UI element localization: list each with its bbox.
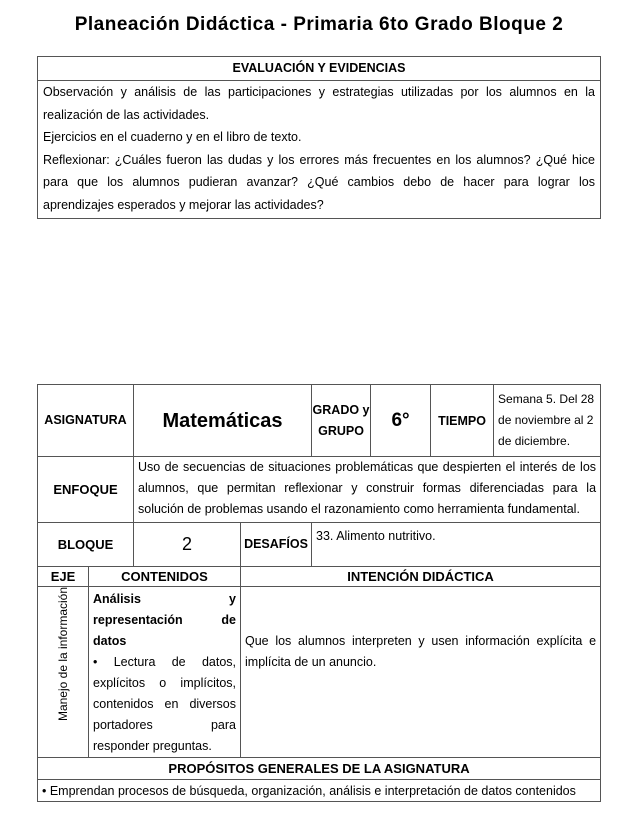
evaluation-paragraph: Reflexionar: ¿Cuáles fueron las dudas y los errores más frecuentes en los alumnos? ¿Qué hice para que los alumnos pudieran avanzar? ¿Qué cambios debo de hacer para lograr los aprendizajes esperados y mejorar las actividades? — [43, 152, 595, 212]
enfoque-label: ENFOQUE — [38, 457, 134, 523]
bloque-value: 2 — [134, 523, 241, 567]
propositos-header: PROPÓSITOS GENERALES DE LA ASIGNATURA — [38, 758, 601, 780]
bloque-label: BLOQUE — [38, 523, 134, 567]
contenido-text: • Lectura de datos, explícitos o implícitos, contenidos en diversos portadores para responder preguntas. — [93, 655, 236, 753]
eje-header: EJE — [38, 567, 89, 587]
evaluation-heading: EVALUACIÓN Y EVIDENCIAS — [38, 57, 601, 81]
propositos-text: • Emprendan procesos de búsqueda, organización, análisis e interpretación de datos contenidos — [38, 780, 601, 802]
planning-table — [37, 384, 601, 802]
tiempo-label: TIEMPO — [431, 385, 494, 456]
desafios-value: 33. Alimento nutritivo. — [312, 523, 601, 567]
contenidos-header: CONTENIDOS — [89, 567, 241, 587]
eje-cell — [38, 587, 89, 758]
page-title: Planeación Didáctica - Primaria 6to Grado Bloque 2 — [74, 14, 564, 35]
contenido-cell — [89, 587, 241, 758]
asignatura-value: Matemáticas — [134, 385, 312, 457]
evaluation-paragraph: Observación y análisis de las participaciones y estrategias utilizadas por los alumnos en la realización de las actividades. — [43, 85, 595, 122]
tiempo-cell — [431, 385, 601, 457]
grado-value: 6° — [371, 385, 431, 457]
evaluation-body — [38, 81, 601, 219]
desafios-label: DESAFÍOS — [241, 523, 312, 567]
evaluation-table — [37, 56, 601, 219]
intencion-value: Que los alumnos interpreten y usen información explícita e implícita de un anuncio. — [241, 587, 601, 758]
contenido-title: Análisis y representación de datos — [93, 592, 236, 648]
eje-value: Manejo de la información — [56, 586, 70, 721]
enfoque-value: Uso de secuencias de situaciones problemáticas que despierten el interés de los alumnos, que permitan reflexionar y construir formas diferenciadas para la solución de problemas usando el razonamiento como herramienta fundamental. — [134, 457, 601, 523]
grado-label: GRADO y GRUPO — [312, 385, 371, 457]
evaluation-paragraph: Ejercicios en el cuaderno y en el libro de texto. — [43, 130, 302, 144]
tiempo-value: Semana 5. Del 28 de noviembre al 2 de diciembre. — [498, 392, 595, 448]
intencion-header: INTENCIÓN DIDÁCTICA — [241, 567, 601, 587]
asignatura-label: ASIGNATURA — [38, 385, 134, 457]
